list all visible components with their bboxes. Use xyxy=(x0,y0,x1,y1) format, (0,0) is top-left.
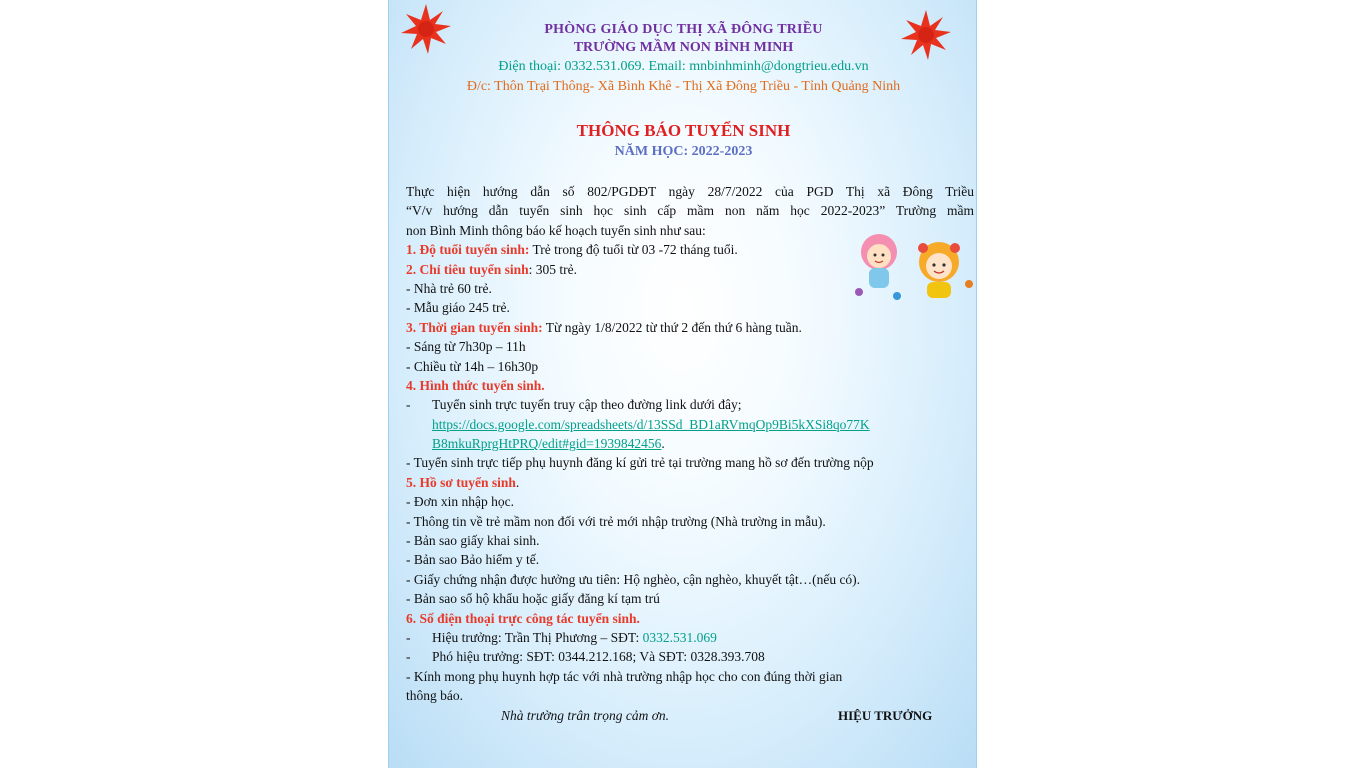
list-text: Phó hiệu trưởng: SĐT: 0344.212.168; Và SĐT: 0328.393.708 xyxy=(432,649,765,665)
section-age xyxy=(406,240,974,259)
list-item: - Bản sao giấy khai sinh. xyxy=(406,533,540,549)
signature-title: HIỆU TRƯỞNG xyxy=(838,707,933,723)
section-heading: 4. Hình thức tuyển sinh. xyxy=(406,377,545,393)
list-dash: - xyxy=(406,649,411,665)
intro-line: “V/v hướng dẫn tuyển sinh học sinh cấp mầm non năm học 2022-2023” Trường mầm xyxy=(406,203,974,219)
link-suffix: . xyxy=(661,436,665,452)
section-text: Trẻ trong độ tuổi từ 03 -72 tháng tuổi. xyxy=(529,242,738,258)
list-item: - Mẫu giáo 245 trẻ. xyxy=(406,300,510,316)
list-item: - Nhà trẻ 60 trẻ. xyxy=(406,280,492,296)
section-documents xyxy=(406,473,974,492)
section-text: : 305 trẻ. xyxy=(528,261,578,277)
section-quota xyxy=(406,260,974,279)
thanks-text: Nhà trường trân trọng cảm ơn. xyxy=(501,707,670,723)
school-name: TRƯỜNG MẦM NON BÌNH MINH xyxy=(573,40,794,55)
department-name: PHÒNG GIÁO DỤC THỊ XÃ ĐÔNG TRIỀU xyxy=(544,22,823,37)
intro-line: non Bình Minh thông báo kế hoạch tuyển sinh như sau: xyxy=(406,222,706,238)
list-item: - Sáng từ 7h30p – 11h xyxy=(406,339,526,355)
section-method xyxy=(406,376,974,395)
list-text: Hiệu trưởng: Trần Thị Phương – SĐT: xyxy=(432,629,643,645)
list-dash: - xyxy=(406,629,411,645)
school-year: NĂM HỌC: 2022-2023 xyxy=(614,144,753,159)
list-item xyxy=(406,395,974,414)
list-item: - Bản sao sổ hộ khẩu hoặc giấy đăng kí tạm trú xyxy=(406,591,660,607)
section-text: Từ ngày 1/8/2022 từ thứ 2 đến thứ 6 hàng tuần. xyxy=(542,319,802,335)
section-heading: 3. Thời gian tuyển sinh: xyxy=(406,319,543,335)
announcement-poster xyxy=(388,0,977,768)
link-line xyxy=(406,434,974,453)
list-item: - Bản sao Bảo hiểm y tế. xyxy=(406,552,540,568)
section-heading: 2. Chỉ tiêu tuyển sinh xyxy=(406,261,529,277)
page-title: THÔNG BÁO TUYỂN SINH xyxy=(576,121,791,140)
address-line: Đ/c: Thôn Trại Thông- Xã Bình Khê - Thị Xã Đông Triều - Tỉnh Quảng Ninh xyxy=(466,79,901,94)
list-text: Tuyển sinh trực tuyến truy cập theo đường link dưới đây; xyxy=(432,397,742,413)
principal-phone: 0332.531.069 xyxy=(642,629,717,645)
signature-row xyxy=(406,706,974,725)
announcement-body xyxy=(406,182,974,725)
closing-line: - Kính mong phụ huynh hợp tác với nhà trường nhập học cho con đúng thời gian xyxy=(406,668,843,684)
list-item: - Đơn xin nhập học. xyxy=(406,494,514,510)
list-item xyxy=(406,647,974,666)
list-item: - Thông tin về trẻ mầm non đối với trẻ mới nhập trường (Nhà trường in mẫu). xyxy=(406,513,826,529)
closing-line: thông báo. xyxy=(406,688,463,704)
section-heading: 1. Độ tuổi tuyển sinh: xyxy=(406,242,530,258)
registration-link[interactable]: B8mkuRprgHtPRQ/edit#gid=1939842456 xyxy=(432,436,662,452)
section-heading: 5. Hồ sơ tuyển sinh xyxy=(406,474,516,490)
link-line xyxy=(406,415,974,434)
registration-link[interactable]: https://docs.google.com/spreadsheets/d/13SSd_BD1aRVmqOp9Bi5kXSi8qo77K xyxy=(432,416,870,432)
list-item: - Giấy chứng nhận được hưởng ưu tiên: Hộ nghèo, cận nghèo, khuyết tật…(nếu có). xyxy=(406,571,861,587)
section-phone xyxy=(406,609,974,628)
list-item xyxy=(406,628,974,647)
intro-line: Thực hiện hướng dẫn số 802/PGDĐT ngày 28/7/2022 của PGD Thị xã Đông Triều xyxy=(406,184,974,199)
section-time xyxy=(406,318,974,337)
heading-suffix: . xyxy=(515,474,520,490)
contact-line: Điện thoại: 0332.531.069. Email: mnbinhminh@dongtrieu.edu.vn xyxy=(498,59,869,74)
list-dash: - xyxy=(406,397,411,413)
list-item: - Tuyển sinh trực tiếp phụ huynh đăng kí gửi trẻ tại trường mang hồ sơ đến trường nộp xyxy=(406,455,874,471)
section-heading: 6. Số điện thoại trực công tác tuyển sinh. xyxy=(406,610,640,626)
list-item: - Chiều từ 14h – 16h30p xyxy=(406,358,539,374)
